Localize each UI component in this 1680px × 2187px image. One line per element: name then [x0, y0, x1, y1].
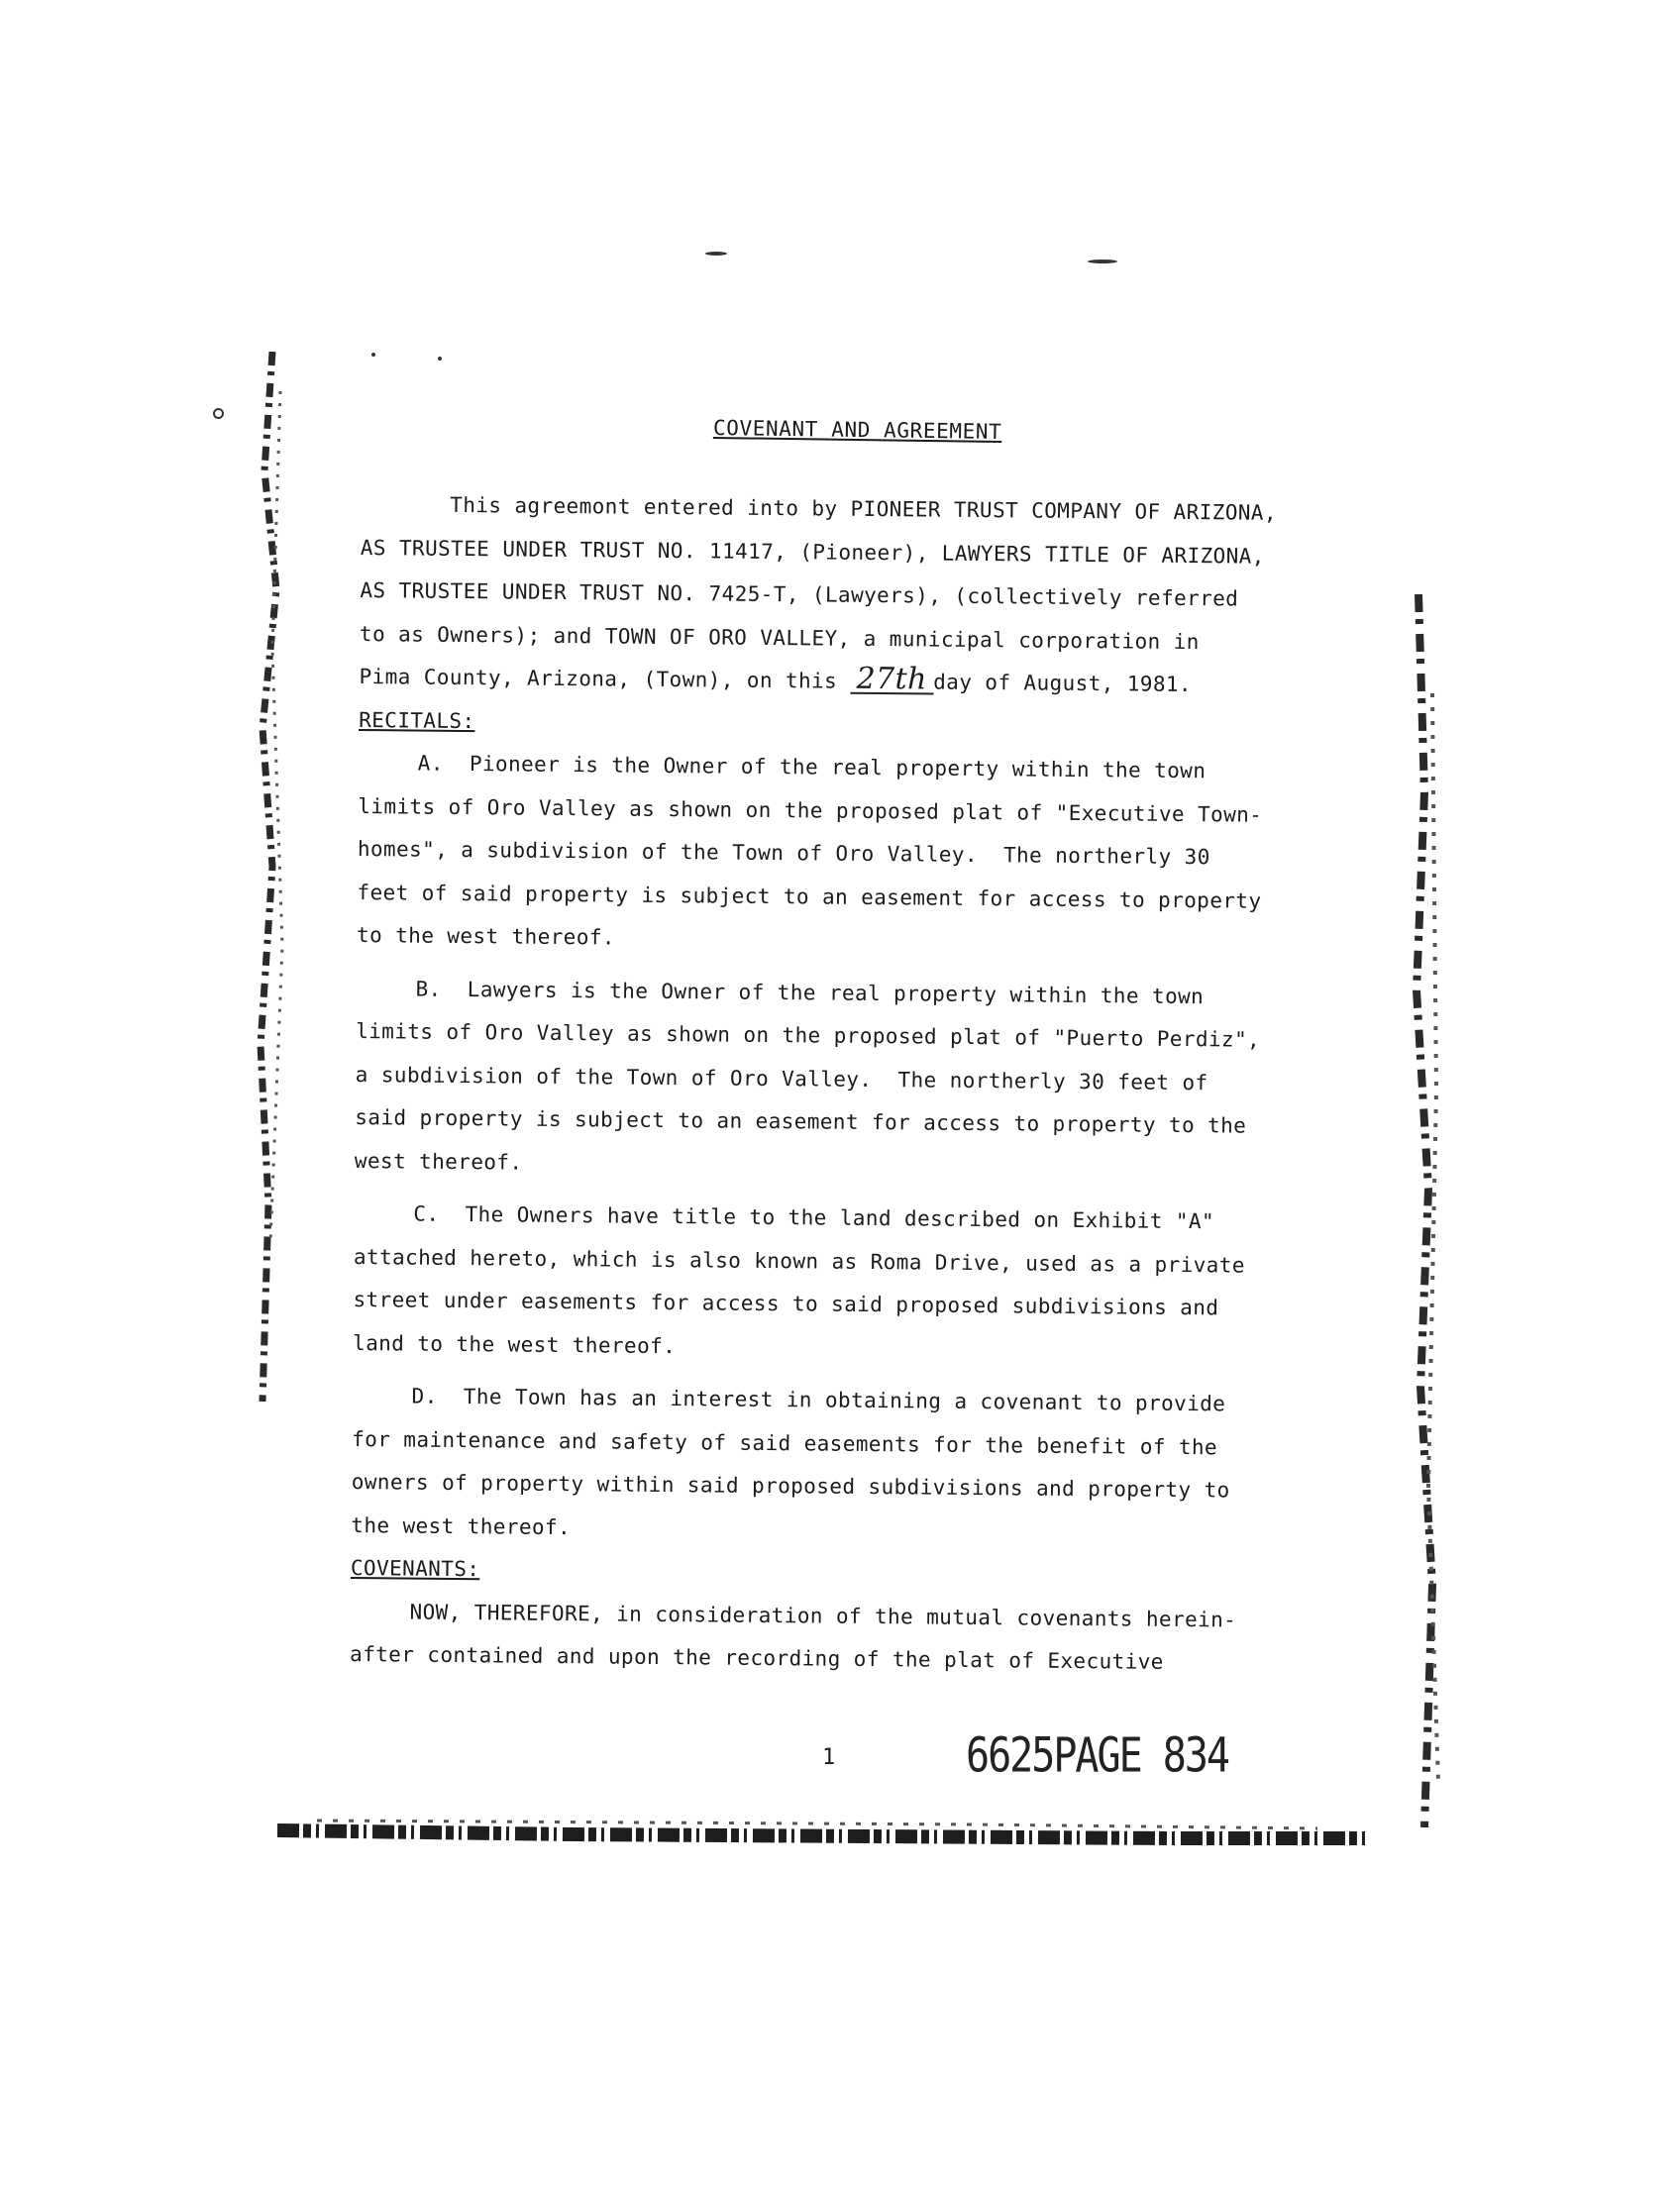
- recording-stamp: 6625PAGE 834: [966, 1728, 1228, 1784]
- scan-edge-left: [243, 352, 294, 1402]
- covenants-heading: COVENANTS:: [350, 1555, 480, 1582]
- recital-d-line: for maintenance and safety of said easements for the benefit of the: [352, 1426, 1218, 1459]
- recital-a-line: limits of Oro Valley as shown on the proposed plat of "Executive Town-: [358, 793, 1263, 827]
- page-number: 1: [822, 1745, 836, 1770]
- intro-line: to as Owners); and TOWN OF ORO VALLEY, a municipal corporation in: [359, 621, 1200, 654]
- recital-d-line: D. The Town has an interest in obtaining a covenant to provide: [411, 1384, 1226, 1416]
- scan-speck: [438, 357, 442, 361]
- recital-a-line: to the west thereof.: [356, 922, 616, 950]
- scan-speck: [213, 408, 224, 419]
- recital-c-line: C. The Owners have title to the land described on Exhibit "A": [413, 1201, 1215, 1234]
- intro-line: AS TRUSTEE UNDER TRUST NO. 11417, (Pioneer), LAWYERS TITLE OF ARIZONA,: [360, 535, 1265, 569]
- recital-b-line: said property is subject to an easement for access to property to the: [355, 1104, 1247, 1138]
- covenants-line: NOW, THEREFORE, in consideration of the mutual covenants herein-: [409, 1600, 1237, 1632]
- scan-edge-bottom: [277, 1813, 1367, 1852]
- recital-d-line: the west thereof.: [351, 1512, 572, 1539]
- document-title: COVENANT AND AGREEMENT: [712, 415, 1002, 445]
- document-body: [350, 426, 1337, 1686]
- recital-c-line: attached hereto, which is also known as Roma Drive, used as a private: [353, 1244, 1246, 1278]
- recitals-heading: RECITALS:: [359, 707, 475, 733]
- recital-c-line: land to the west thereof.: [353, 1330, 677, 1358]
- recital-a-line: A. Pioneer is the Owner of the real property within the town: [417, 751, 1207, 783]
- recital-b-line: B. Lawyers is the Owner of the real property within the town: [415, 977, 1205, 1008]
- recital-b-line: a subdivision of the Town of Oro Valley. The northerly 30 feet of: [355, 1062, 1208, 1094]
- recital-d-line: owners of property within said proposed subdivisions and property to: [351, 1469, 1230, 1503]
- intro-line: This agreemont entered into by PIONEER TRUST COMPANY OF ARIZONA,: [450, 492, 1278, 525]
- date-line-pre: Pima County, Arizona, (Town), on this: [359, 664, 851, 693]
- recital-b-line: west thereof.: [354, 1148, 523, 1175]
- scan-speck: [705, 252, 727, 256]
- scan-edge-right: [1399, 594, 1448, 1827]
- handwritten-day: 27th: [850, 667, 933, 695]
- date-line-post: day of August, 1981.: [933, 670, 1193, 697]
- covenants-line: after contained and upon the recording of the plat of Executive: [349, 1641, 1164, 1674]
- recital-a-line: homes", a subdivision of the Town of Oro Valley. The northerly 30: [357, 836, 1210, 870]
- intro-line: AS TRUSTEE UNDER TRUST NO. 7425-T, (Lawyers), (collectively referred: [360, 577, 1239, 611]
- scan-speck: [371, 353, 375, 357]
- recital-b-line: limits of Oro Valley as shown on the proposed plat of "Puerto Perdiz",: [356, 1018, 1261, 1052]
- recital-c-line: street under easements for access to said proposed subdivisions and: [353, 1287, 1219, 1320]
- recital-a-line: feet of said property is subject to an easement for access to property: [357, 880, 1262, 913]
- scan-speck: [1088, 260, 1117, 263]
